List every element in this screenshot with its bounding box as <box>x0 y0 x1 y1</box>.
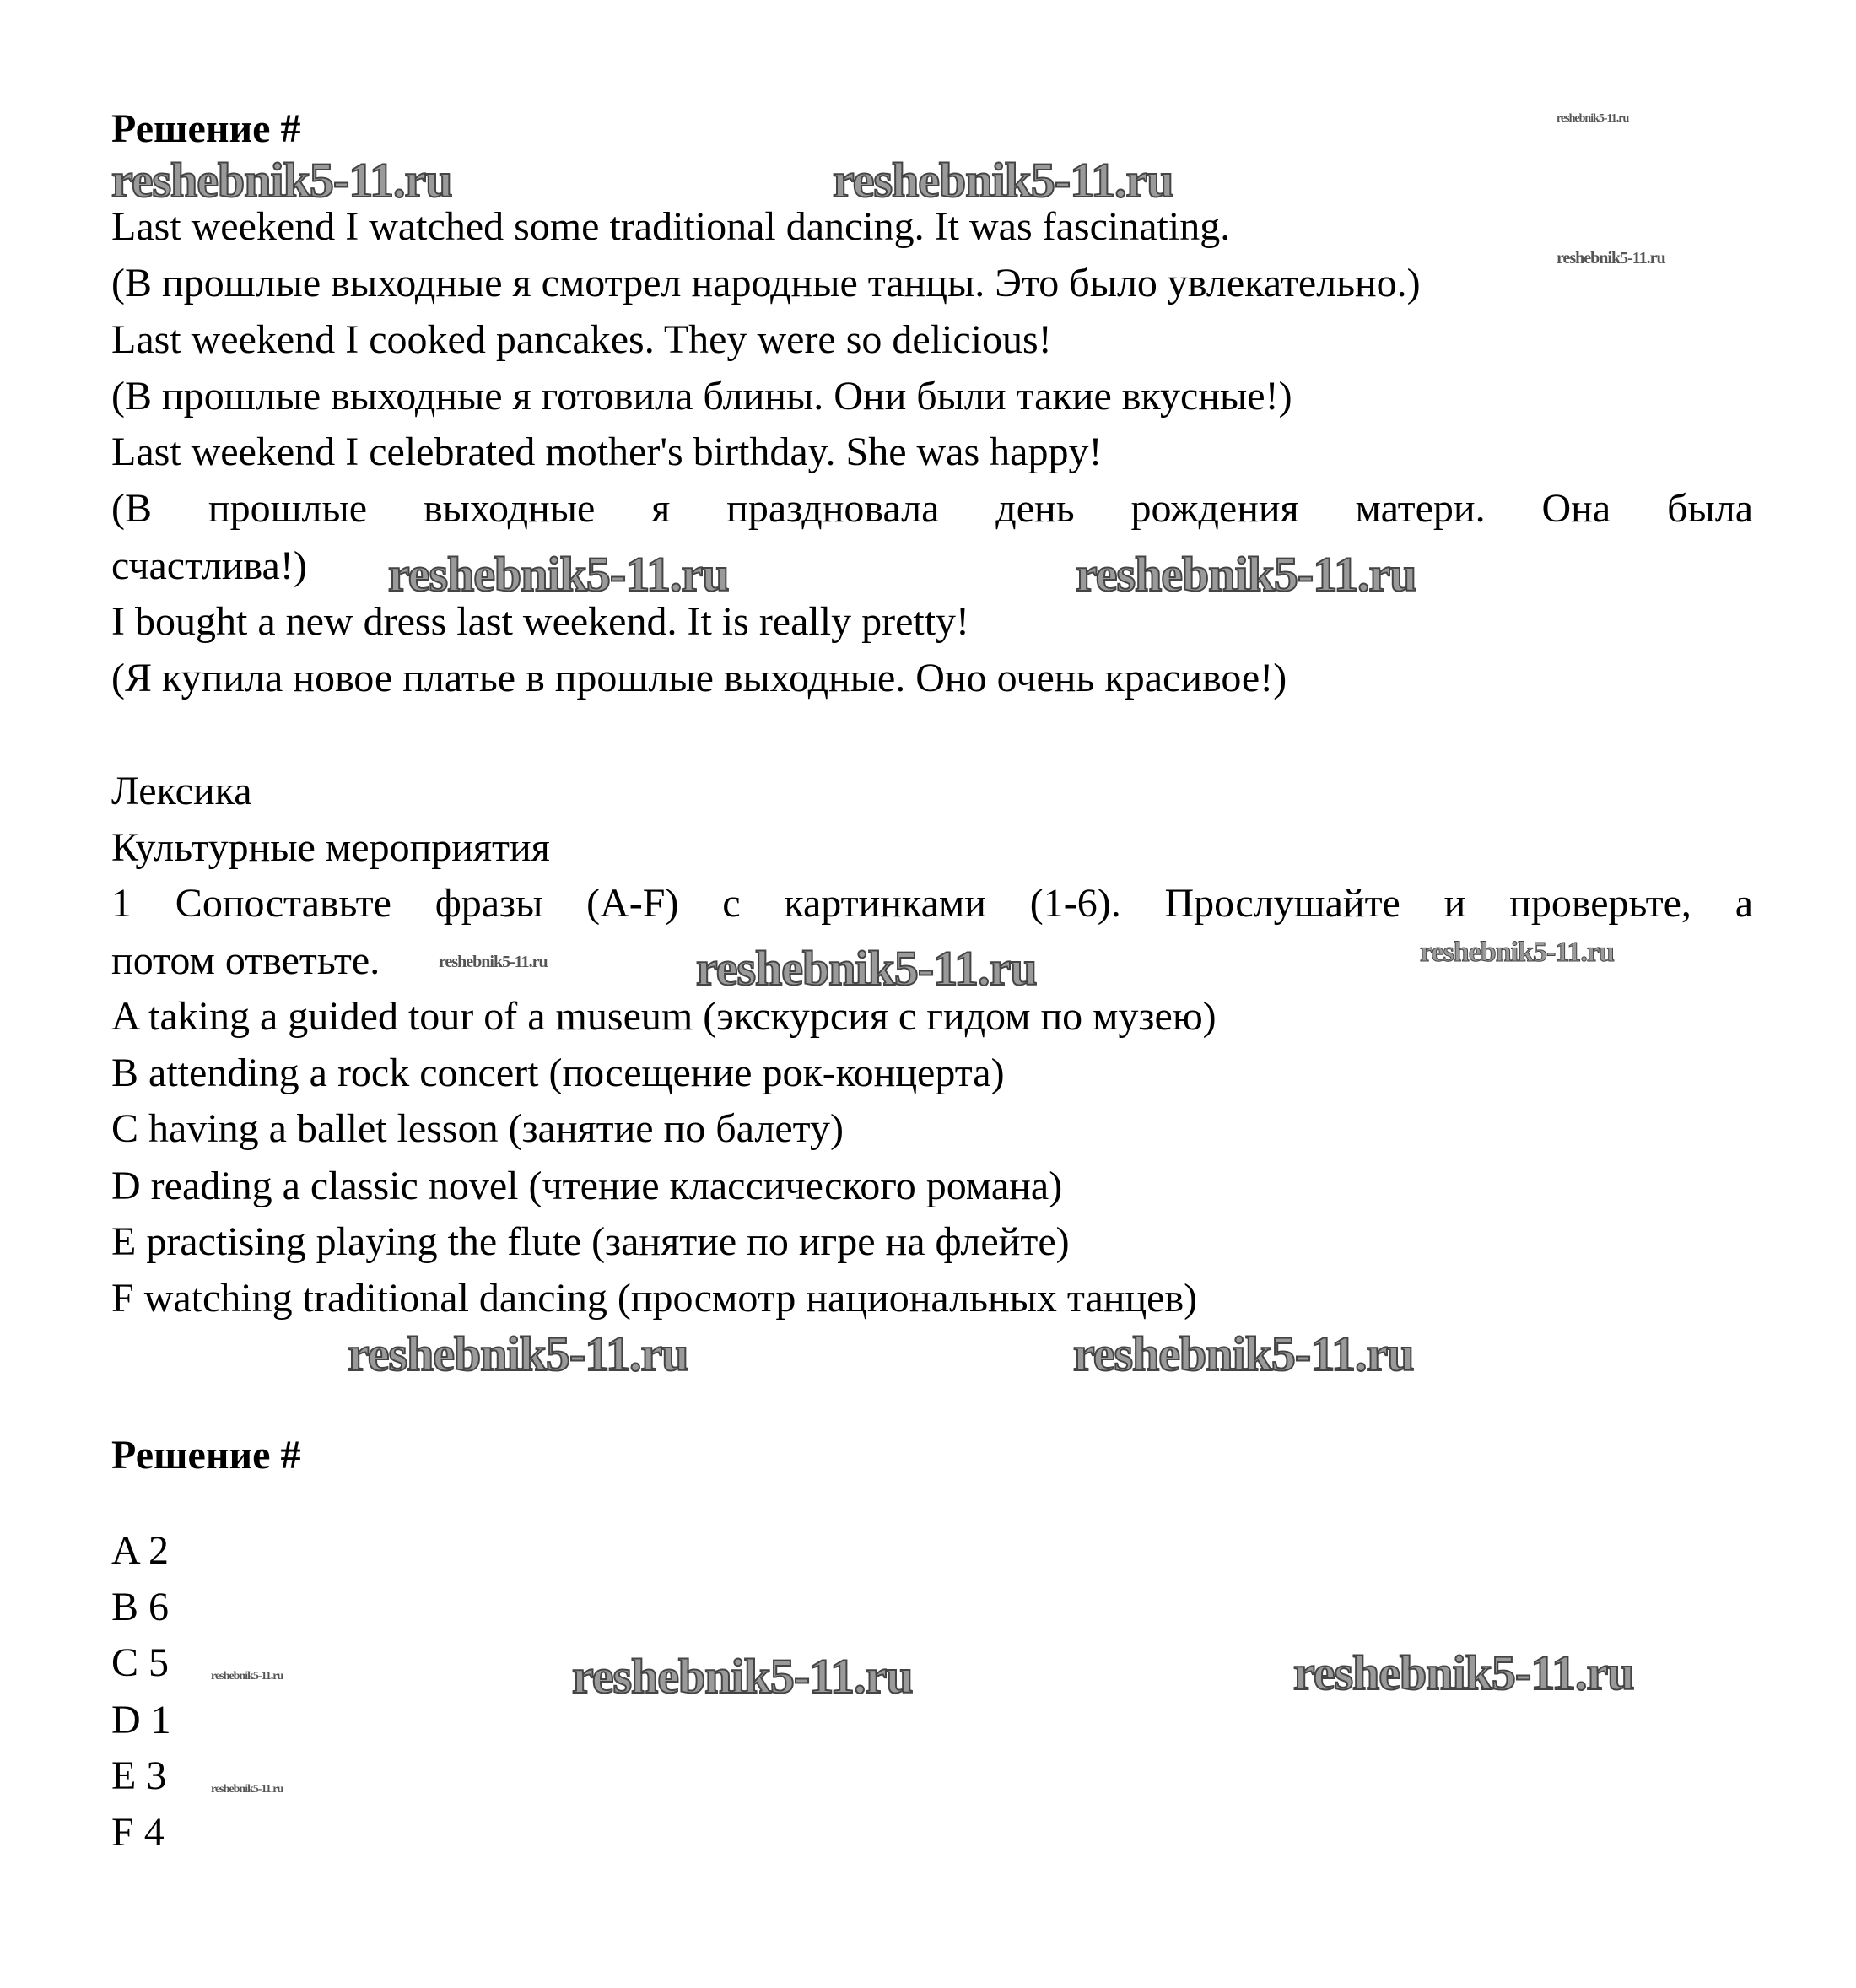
text-line: (В прошлые выходные я праздновала день рождения матери. Она была <box>111 486 1753 531</box>
watermark: reshebnik5-11.ru <box>111 153 452 208</box>
watermark: reshebnik5-11.ru <box>1557 112 1629 125</box>
watermark: reshebnik5-11.ru <box>439 953 548 971</box>
phrase-item: C having a ballet lesson (занятие по балету) <box>111 1106 844 1151</box>
watermark: reshebnik5-11.ru <box>211 1783 283 1796</box>
phrase-item: E practising playing the flute (занятие по игре на флейте) <box>111 1219 1070 1264</box>
answer-item: C 5 <box>111 1640 170 1685</box>
answer-item: B 6 <box>111 1585 170 1629</box>
watermark: reshebnik5-11.ru <box>572 1649 913 1704</box>
text-line: Last weekend I celebrated mother's birthday. She was happy! <box>111 429 1103 474</box>
watermark: reshebnik5-11.ru <box>1076 547 1416 602</box>
answer-item: F 4 <box>111 1810 165 1855</box>
task-instruction: 1 Сопоставьте фразы (A-F) с картинками (1-6). Прослушайте и проверьте, а <box>111 881 1753 926</box>
task-instruction-cont: потом ответьте. <box>111 938 380 983</box>
watermark: reshebnik5-11.ru <box>1293 1645 1634 1700</box>
text-line: Last weekend I cooked pancakes. They were so delicious! <box>111 317 1052 362</box>
phrase-item: F watching traditional dancing (просмотр национальных танцев) <box>111 1276 1198 1321</box>
watermark: reshebnik5-11.ru <box>1073 1326 1414 1381</box>
phrase-item: D reading a classic novel (чтение классического романа) <box>111 1164 1063 1208</box>
text-line: (В прошлые выходные я готовила блины. Они были такие вкусные!) <box>111 374 1292 419</box>
watermark: reshebnik5-11.ru <box>696 941 1037 996</box>
text-line: (Я купила новое платье в прошлые выходные. Оно очень красивое!) <box>111 656 1287 700</box>
solution-heading: Решение # <box>111 1433 301 1477</box>
phrase-item: B attending a rock concert (посещение рок-концерта) <box>111 1051 1005 1095</box>
watermark: reshebnik5-11.ru <box>388 547 729 602</box>
answer-item: A 2 <box>111 1528 170 1573</box>
text-line: (В прошлые выходные я смотрел народные танцы. Это было увлекательно.) <box>111 261 1421 305</box>
watermark: reshebnik5-11.ru <box>211 1670 283 1683</box>
lexis-subtitle: Культурные мероприятия <box>111 825 550 870</box>
answer-item: D 1 <box>111 1698 171 1742</box>
watermark: reshebnik5-11.ru <box>348 1326 688 1381</box>
text-line: Last weekend I watched some traditional dancing. It was fascinating. <box>111 204 1231 249</box>
lexis-title: Лексика <box>111 769 252 813</box>
watermark: reshebnik5-11.ru <box>1557 249 1665 267</box>
phrase-item: A taking a guided tour of a museum (экскурсия с гидом по музею) <box>111 994 1217 1039</box>
watermark: reshebnik5-11.ru <box>833 153 1173 208</box>
answer-item: E 3 <box>111 1753 167 1798</box>
solution-heading: Решение # <box>111 106 301 151</box>
watermark: reshebnik5-11.ru <box>1420 937 1614 968</box>
text-line: счастлива!) <box>111 543 307 588</box>
text-line: I bought a new dress last weekend. It is really pretty! <box>111 599 970 644</box>
